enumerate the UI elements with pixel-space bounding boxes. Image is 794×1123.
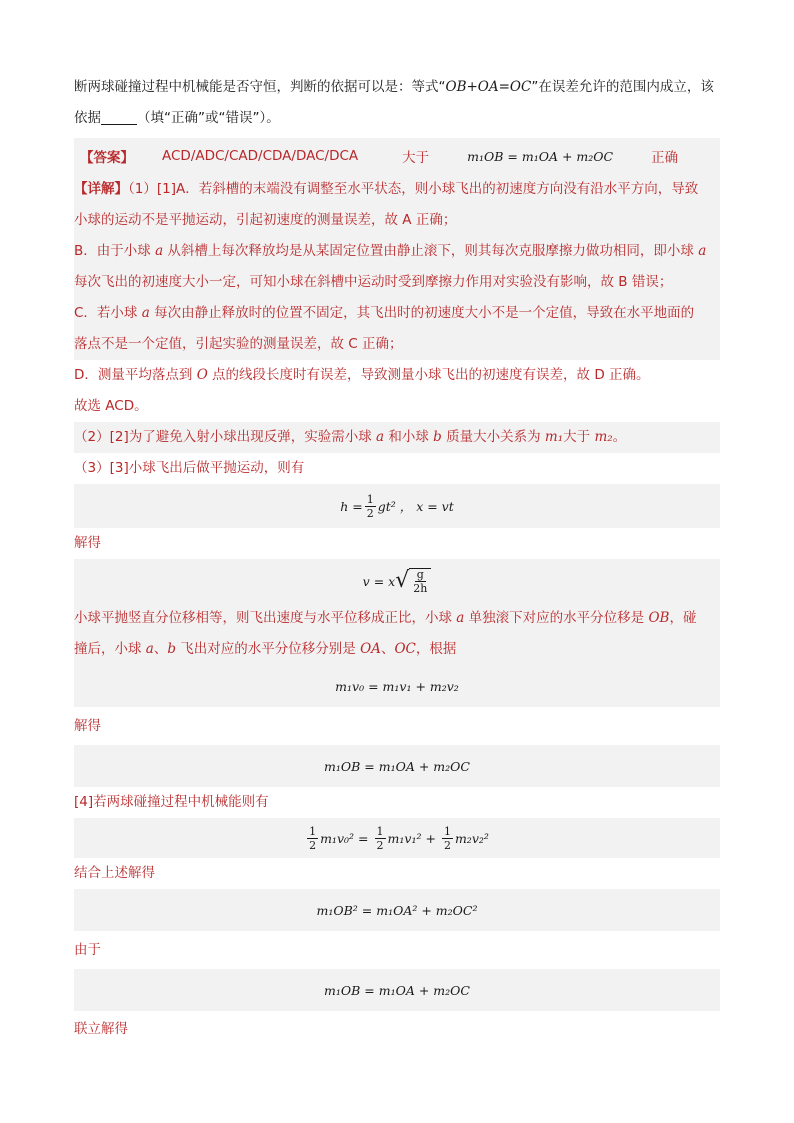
eq-part: m₁OB = m₁OA + m₂OC xyxy=(324,982,470,998)
detail-text: D．测量平均落点到 xyxy=(74,367,197,383)
detail-line xyxy=(74,634,720,665)
eq-part: + xyxy=(425,830,436,846)
detail-line xyxy=(74,858,720,889)
fraction xyxy=(413,569,427,594)
var: OA xyxy=(360,641,381,657)
answer-tag: 【答案】 xyxy=(80,150,134,166)
detail-text: 小球的运动不是平抛运动，引起初速度的测量误差，故 A 正确； xyxy=(74,212,457,228)
equation-7 xyxy=(74,969,720,1011)
equation-4 xyxy=(74,745,720,787)
detail-text: 从斜槽上每次释放均是从某固定位置由静止滚下，则其每次克服摩擦力做功相同，即小球 xyxy=(163,243,699,259)
eq-part: m₂v₂² xyxy=(454,830,489,846)
detail-text: B．由于小球 xyxy=(74,243,156,259)
frac-num: 1 xyxy=(443,824,451,838)
detail-text: C．若小球 xyxy=(74,305,142,321)
answer-3: m₁OB = m₁OA + m₂OC xyxy=(467,148,614,164)
var: b xyxy=(433,429,442,445)
detail-line xyxy=(74,1011,720,1047)
answer-row xyxy=(74,138,720,174)
var: m₂ xyxy=(594,429,613,445)
eq-part: h = xyxy=(340,498,363,514)
detail-text: （2）[2]为了避免入射小球出现反弹，实验需小球 xyxy=(74,429,377,445)
answer-4: 正确 xyxy=(651,150,679,166)
radical-icon: √ xyxy=(395,568,410,593)
intro-text: （填“正确”或“错误”）。 xyxy=(137,110,280,126)
equation-5 xyxy=(74,818,720,858)
answer-1: ACD/ADC/CAD/CDA/DAC/DCA xyxy=(162,148,359,164)
detail-text: 飞出对应的水平分位移分别是 xyxy=(176,641,361,657)
detail-line xyxy=(74,267,720,298)
detail-text: 故选 ACD。 xyxy=(74,398,148,414)
equation-2 xyxy=(74,559,720,603)
detail-text: 结合上述解得 xyxy=(74,865,155,881)
eq-part: m₁OB = m₁OA + m₂OC xyxy=(324,758,470,774)
detail-line xyxy=(74,422,720,453)
detail-text: （1）[1]A．若斜槽的末端没有调整至水平状态，则小球飞出的初速度方向没有沿水平方向，导致 xyxy=(128,181,699,197)
detail-text: 由于 xyxy=(74,942,101,958)
detail-line xyxy=(74,174,720,205)
detail-text: 每次由静止释放时的位置不固定，其飞出时的初速度大小不是一个定值，导致在水平地面的 xyxy=(149,305,695,321)
eq-part: m₁OB² = m₁OA² + m₂OC² xyxy=(316,902,478,918)
frac-num: 1 xyxy=(366,492,374,506)
detail-text: 单独滚下对应的水平分位移是 xyxy=(464,610,649,626)
intro-text: 依据 xyxy=(74,110,101,126)
fraction xyxy=(375,826,386,851)
detail-text: 解得 xyxy=(74,718,101,734)
eq-part: m₁v₀ = m₁v₁ + m₂v₂ xyxy=(335,678,459,694)
detail-text: 、 xyxy=(153,641,168,657)
equation-3 xyxy=(74,665,720,707)
eq-part: m₁v₀² xyxy=(320,830,355,846)
detail-line xyxy=(74,205,720,236)
var: a xyxy=(376,429,385,445)
eq-part: gt² ， x = vt xyxy=(377,499,454,514)
intro-line-1 xyxy=(74,72,720,103)
detail-text: 。 xyxy=(612,429,627,445)
intro-text: ”在误差允许的范围内成立，该 xyxy=(531,79,714,95)
frac-den: 2 xyxy=(366,506,374,520)
equation-1 xyxy=(74,484,720,528)
detail-text: 撞后，小球 xyxy=(74,641,146,657)
detail-text: 落点不是一个定值，引起实验的测量误差，故 C 正确； xyxy=(74,336,403,352)
var: m₁ xyxy=(544,429,564,445)
eq-part: = xyxy=(358,830,369,846)
equation-6 xyxy=(74,889,720,931)
detail-text: 、 xyxy=(380,641,395,657)
detail-text: 每次飞出的初速度大小一定，可知小球在斜槽中运动时受到摩擦力作用对实验没有影响，故 B 错误； xyxy=(74,274,673,290)
detail-line xyxy=(74,528,720,559)
detail-line xyxy=(74,603,720,634)
frac-num: 1 xyxy=(376,824,384,838)
detail-text: 点的线段长度时有误差，导致测量小球飞出的初速度有误差，故 D 正确。 xyxy=(207,367,650,383)
document-page xyxy=(74,72,720,1047)
detail-line xyxy=(74,453,720,484)
var: a xyxy=(155,243,164,259)
fraction xyxy=(365,494,376,519)
detail-text: 联立解得 xyxy=(74,1021,128,1037)
frac-num: g xyxy=(416,568,424,581)
detail-text: （3）[3]小球飞出后做平抛运动，则有 xyxy=(74,460,305,476)
detail-text: 质量大小关系为 xyxy=(441,429,545,445)
var: OC xyxy=(394,641,416,657)
detail-text: 解得 xyxy=(74,535,101,551)
detail-line xyxy=(74,707,720,745)
intro-line-2 xyxy=(74,103,720,134)
intro-text: 断两球碰撞过程中机械能是否守恒，判断的依据可以是：等式“ xyxy=(74,79,446,95)
frac-den: 2 xyxy=(376,838,384,852)
frac-den: 2 xyxy=(309,838,317,852)
eq-part: v = x xyxy=(362,573,396,589)
detail-text: 大于 xyxy=(563,429,595,445)
detail-line xyxy=(74,236,720,267)
fill-blank xyxy=(101,108,137,125)
var: a xyxy=(145,641,154,657)
sqrt xyxy=(395,568,431,594)
var: a xyxy=(698,243,707,259)
detail-line xyxy=(74,931,720,969)
var: OB xyxy=(648,610,670,626)
detail-text: 小球平抛竖直分位移相等，则飞出速度与水平位移成正比，小球 xyxy=(74,610,457,626)
var: a xyxy=(141,305,150,321)
intro-equation: OB+OA=OC xyxy=(445,79,532,95)
detail-line xyxy=(74,329,720,360)
eq-part: m₁v₁² xyxy=(387,830,422,846)
detail-text: [4]若两球碰撞过程中机械能则有 xyxy=(74,794,269,810)
fraction xyxy=(307,826,318,851)
detail-section-2 xyxy=(74,603,720,665)
detail-section xyxy=(74,174,720,484)
detail-text: ，碰 xyxy=(669,610,697,626)
frac-den: 2 xyxy=(443,838,451,852)
frac-num: 1 xyxy=(309,824,317,838)
var: O xyxy=(196,367,208,383)
var: b xyxy=(167,641,177,657)
detail-line xyxy=(74,360,720,391)
fraction xyxy=(442,826,453,851)
detail-line xyxy=(74,298,720,329)
answer-2: 大于 xyxy=(402,150,430,166)
var: a xyxy=(456,610,465,626)
detail-text: ，根据 xyxy=(415,641,457,657)
detail-line xyxy=(74,391,720,422)
frac-den: 2h xyxy=(413,582,428,595)
detail-text: 和小球 xyxy=(384,429,434,445)
detail-line xyxy=(74,787,720,818)
detail-tag: 【详解】 xyxy=(74,181,128,197)
